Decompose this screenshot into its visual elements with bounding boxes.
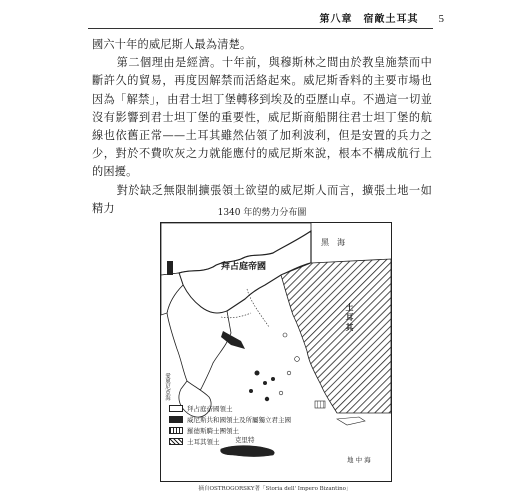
aegean-island — [263, 381, 267, 385]
territory-map — [160, 222, 392, 482]
island-lower-right — [337, 417, 365, 425]
map-legend — [169, 403, 291, 447]
aegean-island — [265, 397, 269, 401]
page-number: 5 — [438, 13, 445, 25]
aegean-island — [279, 391, 283, 395]
map-title: 1340 年的勢力分布圖 — [217, 208, 307, 218]
paragraph: 對於缺乏無限制擴張領土欲望的威尼斯人而言，擴張土地一如精力 — [92, 183, 432, 215]
venetian-coast-dot — [167, 261, 173, 275]
aegean-island — [295, 357, 300, 362]
aegean-island — [255, 371, 260, 376]
aegean-island — [283, 333, 287, 337]
legend-item — [169, 436, 291, 447]
legend-item — [169, 425, 291, 436]
map-label-ionian: 愛奧尼亞海 — [164, 373, 170, 401]
map-label-black-sea: 黑 海 — [321, 238, 345, 247]
knights-rhodes — [315, 401, 325, 408]
turkish-territory — [281, 259, 391, 413]
legend-swatch — [169, 427, 183, 434]
map-label-crete: 克里特 — [235, 436, 255, 444]
map-label-turkey: 土耳其 — [345, 303, 355, 333]
venetian-crete — [221, 446, 275, 457]
legend-label: 威尼斯共和國領土及所屬獨立君主國 — [187, 416, 291, 424]
legend-item — [169, 414, 291, 425]
legend-label: 拜占庭帝國領土 — [187, 405, 233, 413]
paragraph: 第二個理由是經濟。十年前，與穆斯林之間由於教皇施禁而中斷許久的貿易，再度因解禁而活絡起來。威尼斯香料的主要市場也因為「解禁」，由君士坦丁堡轉移到埃及的亞歷山卓。不過這一切並沒有影響到君士坦丁堡的重要性，威尼斯商船開往君士坦丁堡的航線也依舊正常——土耳其雖然佔領了加利波利，但是安置的兵力之少，對於不費吹灰之力就能應付的威尼斯來說，根本不構成航行上的困擾。 — [92, 56, 432, 179]
aegean-island — [271, 377, 275, 381]
paragraph: 國六十年的威尼斯人最為清楚。 — [92, 38, 252, 51]
chapter-title: 第八章 宿敵土耳其 — [319, 14, 419, 25]
aegean-island — [287, 371, 291, 375]
body-text — [92, 36, 432, 218]
legend-item — [169, 403, 291, 414]
legend-label: 土耳其領土 — [187, 438, 220, 446]
legend-swatch — [169, 438, 183, 445]
legend-label: 羅德斯騎士團領土 — [187, 427, 239, 435]
map-label-byzantine: 拜占庭帝國 — [221, 262, 267, 272]
header-rule — [88, 28, 433, 29]
map-caption: 摘自OSTROGORSKY著「Storia dell' Impero Bizantino」 — [198, 486, 352, 492]
running-header — [90, 10, 445, 25]
legend-swatch — [169, 416, 183, 423]
map-label-mediterranean: 地 中 海 — [347, 456, 371, 464]
aegean-island — [249, 389, 253, 393]
legend-swatch — [169, 405, 183, 412]
